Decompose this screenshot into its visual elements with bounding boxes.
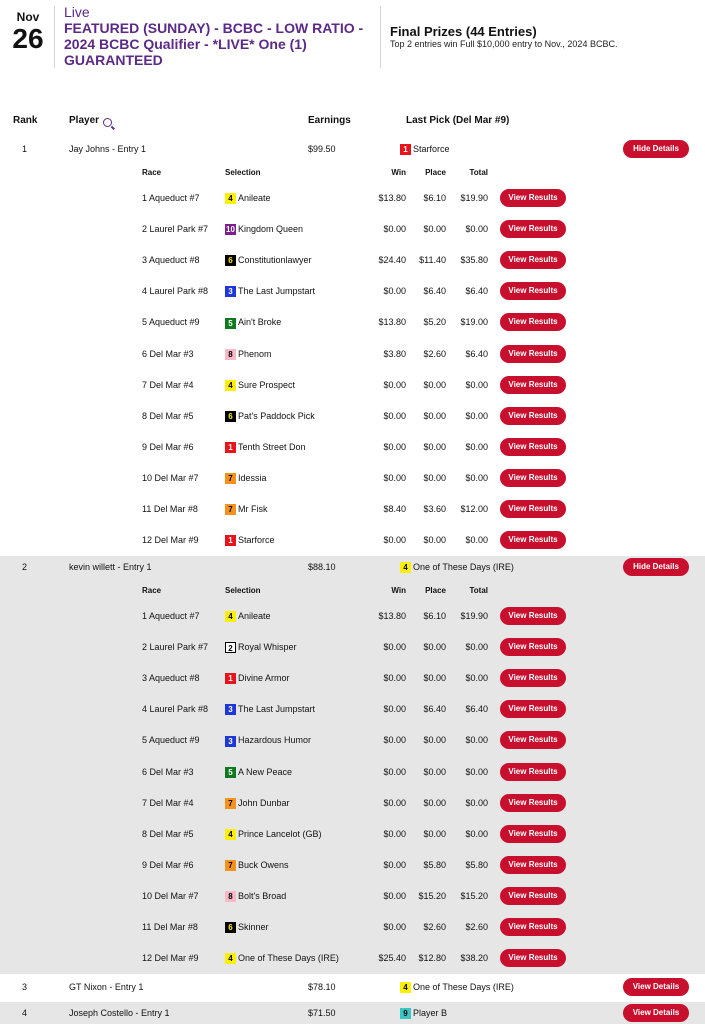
race-name: 12 Del Mar #9: [142, 953, 199, 964]
race-place: $6.10: [423, 611, 446, 621]
race-win: $0.00: [383, 472, 406, 483]
race-name: 2 Laurel Park #7: [142, 224, 209, 235]
race-selection: [225, 349, 272, 360]
race-win: $8.40: [383, 504, 406, 514]
race-row: [0, 788, 705, 819]
selection-program-number: 1: [225, 673, 236, 684]
entry-player-name[interactable]: Jay Johns - Entry 1: [69, 144, 147, 154]
race-place: $0.00: [423, 379, 446, 390]
selection-horse: Divine Armor: [238, 673, 290, 684]
total-column-header: Total: [469, 168, 488, 177]
race-win: $13.80: [378, 193, 406, 203]
selection-program-number: 5: [225, 318, 236, 329]
race-total: $19.90: [460, 193, 488, 203]
race-row: [0, 276, 705, 307]
race-place: $2.60: [423, 922, 446, 932]
race-win: $0.00: [383, 286, 406, 297]
entry-earnings: $99.50: [308, 144, 336, 154]
last-pick-horse: Player B: [413, 1008, 448, 1018]
race-place: $6.40: [423, 704, 446, 715]
entry-summary-row: [0, 1002, 705, 1024]
prizes-title: Final Prizes (44 Entries): [390, 24, 537, 39]
race-name: 7 Del Mar #4: [142, 797, 194, 808]
selection-horse: Sure Prospect: [238, 379, 296, 390]
race-selection: [225, 891, 286, 902]
entry-rank: 4: [22, 1008, 28, 1018]
view-results-button[interactable]: View Results: [500, 313, 566, 331]
selection-program-number: 4: [225, 611, 236, 622]
view-results-button[interactable]: View Results: [500, 887, 566, 905]
player-column-label: Player: [69, 115, 100, 126]
race-place: $0.00: [423, 642, 446, 653]
selection-program-number: 2: [225, 642, 236, 653]
view-results-button[interactable]: View Results: [500, 251, 566, 269]
race-place: $0.00: [423, 472, 446, 483]
entry-player-name[interactable]: Joseph Costello - Entry 1: [69, 1008, 170, 1018]
race-win: $0.00: [383, 379, 406, 390]
race-row: [0, 881, 705, 912]
last-pick-horse: One of These Days (IRE): [413, 562, 514, 572]
race-selection: [225, 193, 271, 204]
race-place: $6.40: [423, 286, 446, 297]
race-place: $0.00: [423, 224, 446, 235]
selection-horse: Bolt's Broad: [238, 890, 287, 901]
race-win: $0.00: [383, 224, 406, 235]
selection-program-number: 4: [225, 380, 236, 391]
race-selection: [225, 767, 292, 778]
selection-horse: Constitutionlawyer: [238, 255, 312, 266]
selection-program-number: 7: [225, 860, 236, 871]
prizes-block: [390, 24, 700, 50]
race-win: $0.00: [383, 797, 406, 808]
race-total: $0.00: [465, 766, 488, 777]
selection-horse: Tenth Street Don: [238, 441, 306, 452]
entry-last-pick: [400, 982, 514, 993]
race-selection: [225, 922, 269, 933]
race-name: 4 Laurel Park #8: [142, 704, 209, 715]
hide-details-button[interactable]: Hide Details: [623, 140, 689, 158]
win-column-header: Win: [391, 168, 406, 177]
race-selection: [225, 704, 315, 715]
race-row: [0, 694, 705, 725]
selection-horse: John Dunbar: [238, 797, 290, 808]
race-row: [0, 183, 705, 214]
leaderboard-header: [0, 112, 705, 130]
last-pick-program-number: 4: [400, 982, 411, 993]
race-selection: [225, 535, 275, 546]
player-column-header: [69, 115, 99, 126]
view-results-button[interactable]: View Results: [500, 856, 566, 874]
view-details-button[interactable]: View Details: [623, 1004, 689, 1022]
last-pick-horse: One of These Days (IRE): [413, 982, 514, 992]
selection-horse: Pat's Paddock Pick: [238, 410, 315, 421]
race-name: 11 Del Mar #8: [142, 922, 198, 932]
selection-horse: A New Peace: [238, 766, 293, 777]
view-results-button[interactable]: View Results: [500, 220, 566, 238]
race-name: 7 Del Mar #4: [142, 379, 194, 390]
entry-last-pick: [400, 1008, 447, 1019]
race-place: $11.40: [419, 255, 446, 266]
selection-column-header: Selection: [225, 168, 261, 177]
selection-horse: One of These Days (IRE): [238, 953, 339, 964]
race-win: $0.00: [383, 673, 406, 684]
race-place: $5.20: [423, 317, 446, 328]
race-total: $6.40: [465, 286, 488, 297]
race-row: [0, 245, 705, 276]
race-selection: [225, 255, 312, 266]
race-total: $0.00: [465, 642, 488, 653]
race-selection: [225, 642, 297, 653]
race-place: $0.00: [423, 766, 446, 777]
entry-rank: 3: [22, 982, 28, 992]
selection-program-number: 10: [226, 225, 235, 235]
date-badge: [8, 10, 48, 54]
race-name: 2 Laurel Park #7: [142, 642, 209, 653]
view-results-button[interactable]: View Results: [500, 794, 566, 812]
race-selection: [225, 673, 290, 684]
race-win: $0.00: [383, 642, 406, 653]
view-results-button[interactable]: View Results: [500, 376, 566, 394]
race-row: [0, 401, 705, 432]
entry-earnings: $71.50: [308, 1008, 336, 1018]
selection-program-number: 6: [225, 922, 236, 933]
contest-title-block: [64, 4, 374, 68]
earnings-column-header: Earnings: [308, 115, 351, 126]
race-selection: [225, 380, 295, 391]
race-win: $0.00: [383, 890, 406, 901]
view-results-button[interactable]: View Results: [500, 700, 566, 718]
selection-program-number: 3: [225, 736, 236, 747]
selection-horse: Skinner: [238, 922, 269, 932]
selection-program-number: 5: [225, 767, 236, 778]
entry-rank: 2: [22, 562, 28, 572]
selection-horse: Prince Lancelot (GB): [238, 828, 322, 839]
race-total: $6.40: [465, 704, 488, 715]
race-total: $0.00: [465, 472, 488, 483]
race-row: [0, 632, 705, 663]
race-win: $0.00: [383, 922, 406, 932]
selection-horse: Anileate: [238, 193, 271, 203]
race-column-header: Race: [142, 168, 162, 177]
race-win: $25.40: [378, 953, 406, 964]
race-total: $15.20: [460, 890, 488, 901]
selection-program-number: 7: [225, 473, 236, 484]
total-column-header: Total: [469, 586, 488, 595]
race-total: $6.40: [465, 348, 488, 359]
race-total: $19.90: [460, 611, 488, 621]
race-row: [0, 307, 705, 338]
race-details-header: [0, 584, 705, 598]
contest-header: [0, 0, 705, 72]
view-results-button[interactable]: View Results: [500, 345, 566, 363]
race-win: $0.00: [383, 735, 406, 746]
race-selection: [225, 504, 268, 515]
race-total: $5.80: [465, 859, 488, 870]
selection-program-number: 3: [225, 286, 236, 297]
race-total: $19.00: [460, 317, 488, 328]
race-selection: [225, 317, 281, 328]
selection-horse: Mr Fisk: [238, 504, 268, 514]
entry-last-pick: [400, 562, 514, 573]
race-selection: [225, 953, 339, 964]
view-results-button[interactable]: View Results: [500, 282, 566, 300]
race-total: $0.00: [465, 410, 488, 421]
view-results-button[interactable]: View Results: [500, 763, 566, 781]
race-win: $0.00: [383, 828, 406, 839]
entry-last-pick: [400, 144, 450, 155]
rank-column-header: Rank: [13, 115, 38, 126]
race-row: [0, 463, 705, 494]
race-name: 9 Del Mar #6: [142, 859, 194, 870]
race-place: $2.60: [423, 348, 446, 359]
race-place: $12.80: [418, 953, 446, 964]
race-win: $13.80: [378, 317, 406, 328]
view-results-button[interactable]: View Results: [500, 500, 566, 518]
race-place: $5.80: [423, 859, 446, 870]
race-row: [0, 819, 705, 850]
selection-horse: Anileate: [238, 611, 271, 621]
race-name: 3 Aqueduct #8: [142, 673, 200, 684]
date-day: 26: [12, 23, 44, 54]
last-pick-program-number: 4: [400, 562, 411, 573]
race-row: [0, 370, 705, 401]
header-divider: [54, 6, 55, 68]
selection-program-number: 4: [225, 953, 236, 964]
selection-horse: The Last Jumpstart: [238, 286, 316, 297]
race-name: 4 Laurel Park #8: [142, 286, 209, 297]
race-row: [0, 943, 705, 974]
view-results-button[interactable]: View Results: [500, 189, 566, 207]
race-win: $24.40: [378, 255, 406, 266]
race-win: $0.00: [383, 704, 406, 715]
view-results-button[interactable]: View Results: [500, 825, 566, 843]
race-total: $0.00: [465, 735, 488, 746]
race-place: $0.00: [423, 797, 446, 808]
race-details-header: [0, 166, 705, 180]
leaderboard-entry: [0, 1002, 705, 1024]
entry-summary-row: [0, 138, 705, 160]
selection-program-number: 4: [225, 193, 236, 204]
race-name: 5 Aqueduct #9: [142, 317, 200, 328]
selection-program-number: 8: [225, 349, 236, 360]
race-total: $0.00: [465, 224, 488, 235]
race-name: 10 Del Mar #7: [142, 472, 199, 483]
place-column-header: Place: [425, 168, 446, 177]
contest-status: Live: [64, 4, 90, 20]
race-row: [0, 432, 705, 463]
race-place: $0.00: [423, 535, 446, 546]
selection-horse: Hazardous Humor: [238, 735, 312, 746]
view-results-button[interactable]: View Results: [500, 918, 566, 936]
view-results-button[interactable]: View Results: [500, 407, 566, 425]
race-total: $0.00: [465, 535, 488, 546]
race-place: $6.10: [423, 193, 446, 203]
race-name: 9 Del Mar #6: [142, 441, 194, 452]
place-column-header: Place: [425, 586, 446, 595]
date-month: Nov: [16, 10, 40, 24]
race-total: $0.00: [465, 828, 488, 839]
race-win: $0.00: [383, 766, 406, 777]
selection-program-number: 8: [225, 891, 236, 902]
selection-program-number: 3: [225, 704, 236, 715]
race-total: $12.00: [460, 504, 488, 514]
entry-summary-row: [0, 556, 705, 578]
race-total: $0.00: [465, 797, 488, 808]
win-column-header: Win: [391, 586, 406, 595]
race-total: $0.00: [465, 441, 488, 452]
race-name: 6 Del Mar #3: [142, 766, 194, 777]
selection-program-number: 1: [225, 442, 236, 453]
race-name: 1 Aqueduct #7: [142, 193, 200, 203]
race-row: [0, 850, 705, 881]
view-results-button[interactable]: View Results: [500, 607, 566, 625]
view-details-button[interactable]: View Details: [623, 978, 689, 996]
race-name: 8 Del Mar #5: [142, 410, 194, 421]
leaderboard-entry: [0, 976, 705, 1000]
race-win: $0.00: [383, 410, 406, 421]
selection-horse: Royal Whisper: [238, 642, 297, 653]
race-place: $15.20: [418, 890, 446, 901]
contest-title: FEATURED (SUNDAY) - BCBC - LOW RATIO - 2024 BCBC Qualifier - *LIVE* One (1) GUARANTEED: [64, 20, 364, 68]
selection-program-number: 7: [225, 504, 236, 515]
selection-horse: The Last Jumpstart: [238, 704, 316, 715]
race-row: [0, 601, 705, 632]
race-place: $0.00: [423, 410, 446, 421]
view-results-button[interactable]: View Results: [500, 531, 566, 549]
race-row: [0, 757, 705, 788]
selection-horse: Starforce: [238, 535, 275, 546]
race-row: [0, 912, 705, 943]
race-row: [0, 725, 705, 756]
selection-horse: Phenom: [238, 348, 272, 359]
race-total: $0.00: [465, 379, 488, 390]
race-place: $3.60: [423, 504, 446, 514]
race-place: $0.00: [423, 828, 446, 839]
race-win: $13.80: [378, 611, 406, 621]
selection-program-number: 6: [225, 411, 236, 422]
entry-summary-row: [0, 976, 705, 998]
entry-earnings: $88.10: [308, 562, 336, 572]
selection-program-number: 1: [225, 535, 236, 546]
race-name: 5 Aqueduct #9: [142, 735, 200, 746]
last-pick-program-number: 1: [400, 144, 411, 155]
race-selection: [225, 611, 271, 622]
leaderboard-entry: [0, 138, 705, 556]
race-selection: [225, 735, 311, 746]
entry-earnings: $78.10: [308, 982, 336, 992]
race-selection: [225, 411, 315, 422]
selection-horse: Buck Owens: [238, 859, 289, 870]
race-selection: [225, 860, 289, 871]
race-selection: [225, 442, 306, 453]
race-total: $2.60: [465, 922, 488, 932]
race-row: [0, 494, 705, 525]
race-selection: [225, 798, 290, 809]
view-results-button[interactable]: View Results: [500, 438, 566, 456]
race-place: $0.00: [423, 441, 446, 452]
entry-rank: 1: [22, 144, 28, 154]
race-total: $38.20: [460, 953, 488, 964]
selection-program-number: 6: [225, 255, 236, 266]
race-place: $0.00: [423, 673, 446, 684]
last-pick-horse: Starforce: [413, 144, 450, 154]
prizes-description: Top 2 entries win Full $10,000 entry to Nov., 2024 BCBC.: [390, 39, 618, 49]
selection-horse: Idessia: [238, 472, 267, 483]
race-win: $0.00: [383, 441, 406, 452]
view-results-button[interactable]: View Results: [500, 638, 566, 656]
race-win: $3.80: [383, 348, 406, 359]
race-selection: [225, 224, 303, 235]
view-results-button[interactable]: View Results: [500, 669, 566, 687]
entry-player-name[interactable]: GT Nixon - Entry 1: [69, 982, 144, 992]
selection-column-header: Selection: [225, 586, 261, 595]
selection-horse: Kingdom Queen: [238, 224, 304, 235]
header-divider: [380, 6, 381, 68]
selection-horse: Ain't Broke: [238, 317, 282, 328]
race-win: $0.00: [383, 535, 406, 546]
race-win: $0.00: [383, 859, 406, 870]
race-column-header: Race: [142, 586, 162, 595]
selection-program-number: 7: [225, 798, 236, 809]
race-row: [0, 339, 705, 370]
race-row: [0, 663, 705, 694]
race-name: 6 Del Mar #3: [142, 348, 194, 359]
race-place: $0.00: [423, 735, 446, 746]
view-results-button[interactable]: View Results: [500, 469, 566, 487]
search-icon[interactable]: [103, 118, 112, 127]
last-pick-column-header: Last Pick (Del Mar #9): [406, 115, 510, 126]
race-name: 3 Aqueduct #8: [142, 255, 200, 266]
view-results-button[interactable]: View Results: [500, 731, 566, 749]
race-name: 8 Del Mar #5: [142, 828, 194, 839]
race-selection: [225, 473, 267, 484]
race-name: 1 Aqueduct #7: [142, 611, 200, 621]
view-results-button[interactable]: View Results: [500, 949, 566, 967]
race-row: [0, 525, 705, 556]
hide-details-button[interactable]: Hide Details: [623, 558, 689, 576]
selection-program-number: 4: [225, 829, 236, 840]
last-pick-program-number: 9: [400, 1008, 411, 1019]
entry-player-name[interactable]: kevin willett - Entry 1: [69, 562, 152, 572]
race-total: $35.80: [460, 255, 488, 266]
race-name: 10 Del Mar #7: [142, 890, 199, 901]
race-selection: [225, 829, 322, 840]
race-total: $0.00: [465, 673, 488, 684]
leaderboard-entry: [0, 556, 705, 974]
race-selection: [225, 286, 315, 297]
race-name: 12 Del Mar #9: [142, 535, 199, 546]
race-row: [0, 214, 705, 245]
race-name: 11 Del Mar #8: [142, 504, 198, 514]
